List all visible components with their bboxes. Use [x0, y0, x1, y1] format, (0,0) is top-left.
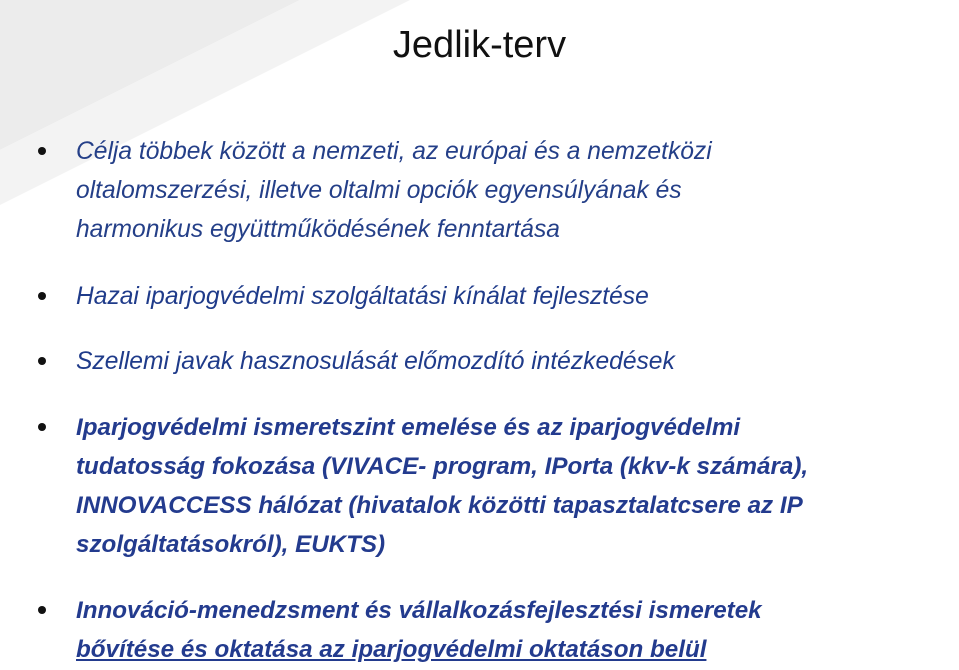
slide-title: Jedlik-terv — [392, 24, 567, 66]
bullet-line: Szellemi javak hasznosulását előmozdító intézkedések — [76, 348, 675, 375]
bullet-line: Iparjogvédelmi ismeretszint emelése és az iparjogvédelmi — [76, 414, 741, 441]
bullet-item-goal — [76, 132, 956, 249]
bullet-dot-icon — [38, 606, 46, 614]
bullet-line: Innováció-menedzsment és vállalkozásfejlesztési ismeretek — [76, 597, 762, 624]
bullet-line: oltalomszerzési, illetve oltalmi opciók egyensúlyának és — [76, 177, 682, 204]
bullet-item-innovation-management — [76, 591, 956, 669]
bullet-line: szolgáltatásokról), EUKTS) — [76, 531, 386, 558]
bullet-dot-icon — [38, 147, 46, 155]
bullet-line: INNOVACCESS hálózat (hivatalok közötti tapasztalatcsere az IP — [76, 492, 803, 519]
bullet-dot-icon — [38, 357, 46, 365]
bullet-dot-icon — [38, 292, 46, 300]
bullet-line: bővítése és oktatása az iparjogvédelmi oktatáson belül — [76, 636, 707, 663]
bullet-item-awareness — [76, 408, 956, 564]
bullet-item-intellectual-property — [76, 342, 956, 381]
bullet-line: harmonikus együttműködésének fenntartása — [76, 216, 560, 243]
bullet-dot-icon — [38, 423, 46, 431]
bullet-line: Célja többek között a nemzeti, az európai és a nemzetközi — [76, 138, 712, 165]
bullet-line: Hazai iparjogvédelmi szolgáltatási kínálat fejlesztése — [76, 283, 649, 310]
bullet-line: tudatosság fokozása (VIVACE- program, IPorta (kkv-k számára), — [76, 453, 809, 480]
bullet-item-service-offer — [76, 277, 956, 316]
